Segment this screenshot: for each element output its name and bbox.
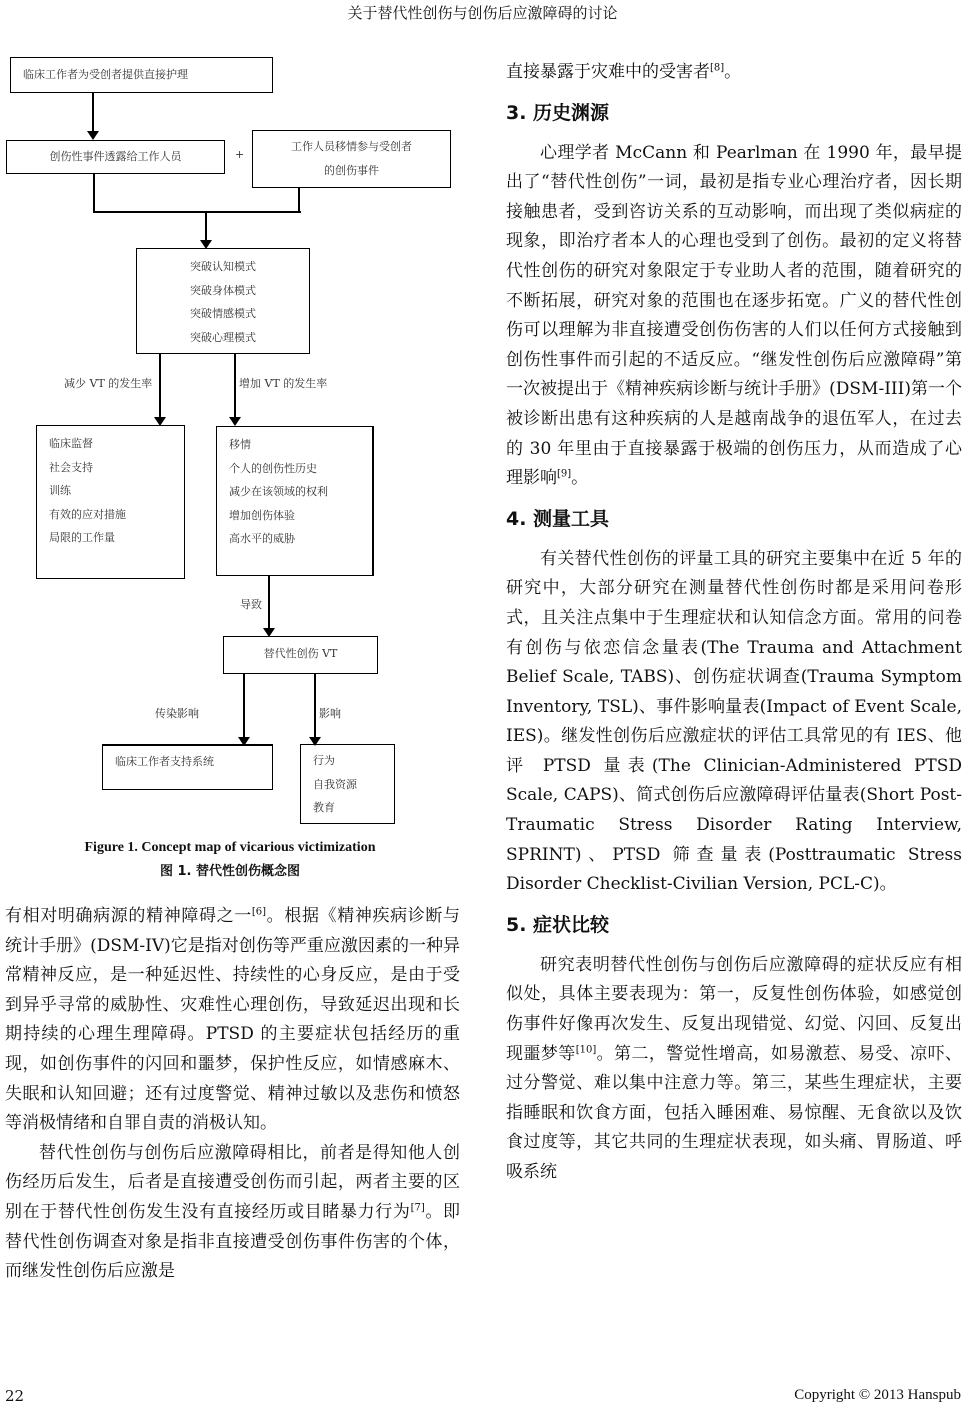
plus-sign: + — [235, 148, 245, 161]
text: 研究表明替代性创伤与创伤后应激障碍的症状反应有相似处，具体主要表现为：第一，反复性创伤体验，如感觉创伤事件好像再次发生、反复出现错觉、幻觉、闪回、反复出现噩梦等 — [506, 954, 962, 1064]
citation: [8] — [710, 62, 725, 74]
box-line: 有效的应对措施 — [49, 507, 126, 521]
box-line: 个人的创伤性历史 — [229, 461, 317, 475]
box-empathy — [252, 130, 451, 188]
arrow — [243, 674, 245, 744]
label-contagion: 传染影响 — [155, 707, 199, 720]
box-line: 突破认知模式 — [190, 260, 256, 273]
figure-caption-zh: 图 1. 替代性创伤概念图 — [159, 864, 301, 879]
box-outcomes — [300, 744, 395, 824]
box-line: 增加创伤体验 — [229, 508, 295, 522]
box-protective-factors — [36, 425, 185, 579]
box-line: 局限的工作量 — [49, 531, 115, 544]
box-line: 工作人员移情参与受创者 — [291, 140, 412, 153]
section-heading-measurement: 4. 测量工具 — [506, 507, 610, 530]
text: 直接暴露于灾难中的受害者 — [506, 62, 710, 82]
section-heading-history: 3. 历史渊源 — [506, 101, 610, 124]
arrow — [92, 93, 94, 138]
right-column — [506, 58, 962, 1188]
box-line: 突破身体模式 — [190, 283, 256, 297]
text: 。 — [571, 468, 589, 489]
box-line: 行为 — [313, 754, 335, 767]
running-header: 关于替代性创伤与创伤后应激障碍的讨论 — [347, 4, 618, 22]
paragraph — [506, 951, 962, 1188]
label-decrease-vt: 减少 VT 的发生率 — [64, 377, 153, 390]
arrow — [268, 576, 270, 635]
text: 。第二，警觉性增高，如易激惹、易受、凉吓、过分警觉、难以集中注意力等。第三，某些生理症状，主要指睡眠和饮食方面，包括入睡困难、易惊醒、无食欲以及饮食过度等，其它共同的生理症状表现，如头痛、胃肠道、呼吸系统 — [506, 1043, 963, 1182]
box-line: 突破心理模式 — [190, 330, 256, 344]
left-column — [5, 902, 460, 1287]
paragraph — [5, 1139, 460, 1287]
connector — [298, 188, 300, 213]
page-number: 22 — [5, 1387, 25, 1405]
citation: [9] — [557, 468, 572, 480]
arrow — [205, 212, 207, 247]
connector — [94, 211, 301, 213]
box-line: 临床监督 — [49, 437, 93, 450]
box-support-system: 临床工作者支持系统 — [102, 744, 273, 790]
label-increase-vt: 增加 VT 的发生率 — [239, 377, 328, 390]
box-line: 减少在该领域的权利 — [229, 485, 328, 498]
citation: [6] — [251, 906, 267, 918]
paragraph — [506, 139, 962, 494]
connector — [93, 174, 95, 213]
text: 心理学者 McCann 和 Pearlman 在 1990 年，最早提出了“替代性创伤”一词，最初是指专业心理治疗者，因长期接触患者，受到咨访关系的互动影响，而出现了类似病症的现象，即治疗者本人的心理也受到了创伤。最初的定义将替代性创伤的研究对象限定于专业助人者的范围，随着研究的不断拓展，研究对象的范围也在逐步拓宽。广义的替代性创伤可以理解为非直接遭受创伤伤害的人们以任何方式接触到创伤性事件而引起的不适反应。“继发性创伤后应激障碍”第一次被提出于《精神疾病诊断与统计手册》(DSM-III)第一个被诊断出患有这种疾病的人是越南战争的退伍军人，在过去的 30 年里由于直接暴露于极端的创伤压力，从而造成了心理影响 — [506, 142, 962, 489]
box-line: 教育 — [313, 801, 335, 814]
box-line: 社会支持 — [49, 460, 93, 474]
box-risk-factors — [216, 426, 374, 576]
box-line: 移情 — [229, 438, 251, 451]
box-line: 的创伤事件 — [324, 163, 379, 177]
text: 有相对明确病源的精神障碍之一 — [5, 906, 252, 926]
text: 替代性创伤与创伤后应激障碍相比，前者是得知他人创伤经历后发生，后者是直接遭受创伤而引起，两者主要的区别在于替代性创伤发生没有直接经历或目睹暴力行为 — [5, 1142, 460, 1222]
arrow — [159, 354, 161, 424]
box-trauma-disclosed: 创伤性事件透露给工作人员 — [6, 140, 225, 174]
text: 。根据《精神疾病诊断与统计手册》(DSM-IV)它是指对创伤等严重应激因素的一种异常精神反应，是一种延迟性、持续性的心身反应，是由于受到异乎寻常的威胁性、灾难性心理创伤，导致延迟出现和长期持续的心理生理障碍。PTSD 的主要症状包括经历的重现，如创伤事件的闪回和噩梦，保护性反应，如情感麻木、失眠和认知回避；还有过度警觉、精神过敏以及悲伤和愤怒等消极情绪和自罪自责的消极认知。 — [5, 906, 461, 1134]
section-heading-symptoms: 5. 症状比较 — [506, 913, 610, 936]
paragraph: 有关替代性创伤的评量工具的研究主要集中在近 5 年的研究中，大部分研究在测量替代性创伤时都是采用问卷形式，且关注点集中于生理症状和认知信念方面。常用的问卷有创伤与依恋信念量表(The Trauma and Attachment Belief Scale, TABS)、创伤症状调查(Trauma Symptom Inventory, TSL)、事件影响量表(Impact of Event Scale, IES)。继发性创伤后应激症状的评估工具常见的有 IES、他评 PTSD 量表(The Clinician-Administered PTSD Scale, CAPS)、简式创伤后应激障碍评估量表(Short Post-Traumatic Stress Disorder Rating Interview, SPRINT)、PTSD 筛查量表(Posttraumatic Stress Disorder Checklist-Civilian Version, PCL-C)。 — [506, 548, 962, 895]
paragraph — [5, 902, 460, 1139]
box-line: 自我资源 — [313, 777, 357, 791]
citation: [7] — [410, 1202, 425, 1214]
citation: [10] — [575, 1043, 597, 1055]
text: 。即替代性创伤调查对象是指非直接遭受创伤事件伤害的个体，而继发性创伤后应激是 — [5, 1201, 461, 1282]
figure-caption-en: Figure 1. Concept map of vicarious victimization — [84, 840, 376, 855]
label-lead: 导致 — [240, 598, 262, 611]
box-direct-care: 临床工作者为受创者提供直接护理 — [10, 57, 273, 93]
arrow — [314, 674, 316, 744]
label-influence: 影响 — [319, 707, 341, 720]
text: 。 — [724, 62, 742, 82]
box-line: 突破情感模式 — [190, 307, 256, 320]
box-vt: 替代性创伤 VT — [223, 636, 378, 674]
arrow — [234, 354, 236, 424]
box-line: 高水平的威胁 — [229, 532, 295, 545]
copyright: Copyright © 2013 Hanspub — [794, 1387, 961, 1403]
box-breakthrough — [136, 248, 310, 354]
paragraph — [506, 58, 962, 88]
box-line: 训练 — [49, 484, 71, 497]
